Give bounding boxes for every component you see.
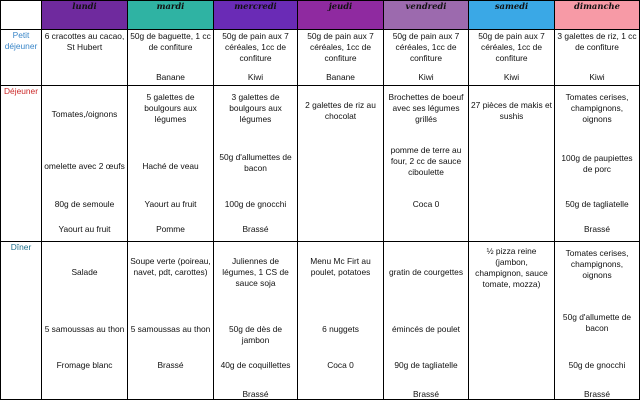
- meal-label-dejeuner: Déjeuner: [1, 86, 42, 242]
- meal-cell: [469, 86, 555, 242]
- meal-item: Menu Mc Firt au poulet, potatoes: [310, 256, 371, 277]
- meal-cell: [469, 30, 555, 86]
- meal-item: Yaourt au fruit: [144, 199, 197, 209]
- meal-cell-content: [42, 30, 127, 85]
- meal-cell-content: [555, 242, 639, 399]
- meal-cell-content: [298, 30, 383, 85]
- meal-cell: [384, 30, 469, 86]
- meal-item: Kiwi: [503, 72, 520, 82]
- meal-cell-content: [214, 242, 297, 399]
- meal-item: Kiwi: [418, 72, 434, 82]
- meal-label-petit-dejeuner: Petit déjeuner: [1, 30, 42, 86]
- meal-item: 50g de pain aux 7 céréales, 1cc de confiture: [222, 31, 289, 63]
- day-header-mardi: mardi: [128, 1, 214, 30]
- meal-cell-content: [469, 86, 554, 241]
- meal-item: Tomates,/oignons: [51, 109, 118, 119]
- meal-cell: [42, 242, 128, 400]
- meal-item: 50g d'allumettes de bacon: [219, 152, 292, 173]
- meal-cell: [128, 242, 214, 400]
- meal-item: 6 nuggets: [322, 324, 359, 334]
- day-header-lundi: lundi: [42, 1, 128, 30]
- day-header-dimanche: dimanche: [555, 1, 640, 30]
- meal-item: Banane: [326, 72, 355, 82]
- meal-item: Juliennes de légumes, 1 CS de sauce soja: [222, 256, 289, 288]
- meal-item: 27 pièces de makis et sushis: [471, 100, 553, 121]
- meal-cell-content: [128, 242, 213, 399]
- meal-item: Coca 0: [327, 360, 354, 370]
- meal-item: 50g de pain aux 7 céréales, 1cc de confiture: [307, 31, 374, 63]
- meal-item: Brassé: [583, 224, 611, 234]
- meal-item: pomme de terre au four, 2 cc de sauce ciboulette: [390, 145, 462, 177]
- meal-cell: [298, 242, 384, 400]
- meal-cell: [384, 86, 469, 242]
- meal-item: 2 galettes de riz au chocolat: [305, 100, 376, 121]
- meal-item: Haché de veau: [142, 161, 199, 171]
- meal-item: omelette avec 2 œufs: [44, 161, 125, 171]
- meal-item: Brassé: [157, 360, 184, 370]
- meal-cell: [469, 242, 555, 400]
- meal-cell-content: [128, 30, 213, 85]
- meal-cell: [384, 242, 469, 400]
- meal-cell-content: [384, 30, 468, 85]
- meal-cell: [128, 30, 214, 86]
- meal-item: 5 galettes de boulgours aux légumes: [144, 92, 197, 124]
- meal-item: Tomates cerises, champignons, oignons: [565, 248, 629, 280]
- meal-item: Salade: [71, 267, 98, 277]
- meal-item: 3 galettes de boulgours aux légumes: [229, 92, 282, 124]
- meal-item: Brassé: [242, 224, 269, 234]
- meal-cell: [42, 86, 128, 242]
- meal-cell-content: [555, 30, 639, 85]
- meal-item: Kiwi: [589, 72, 605, 82]
- meal-cell: [555, 30, 640, 86]
- meal-item: 3 galettes de riz, 1 cc de confiture: [557, 31, 637, 52]
- meal-item: Brochettes de boeuf avec ses légumes grillés: [388, 92, 464, 124]
- meal-item: 50g de gnocchi: [568, 360, 626, 370]
- meal-item: 50g de baguette, 1 cc de confiture: [130, 31, 211, 52]
- meal-item: 50g de pain aux 7 céréales, 1cc de confiture: [478, 31, 545, 63]
- meal-cell: [214, 242, 298, 400]
- meal-cell-content: [214, 86, 297, 241]
- meal-cell: [298, 30, 384, 86]
- meal-cell: [555, 242, 640, 400]
- meal-cell: [555, 86, 640, 242]
- meal-item: 6 cracottes au cacao, St Hubert: [44, 31, 125, 52]
- meal-cell-content: [555, 86, 639, 241]
- meal-row-diner: [1, 242, 640, 400]
- meal-cell: [214, 86, 298, 242]
- meal-item: Coca 0: [412, 199, 440, 209]
- day-header-mercredi: mercredi: [214, 1, 298, 30]
- day-header-jeudi: jeudi: [298, 1, 384, 30]
- meal-cell-content: [469, 30, 554, 85]
- meal-cell-content: [42, 242, 127, 399]
- meal-cell-content: [469, 242, 554, 399]
- meal-item: gratin de courgettes: [388, 267, 464, 277]
- meal-cell-content: [42, 86, 127, 241]
- meal-cell-content: [128, 86, 213, 241]
- meal-item: 50g de pain aux 7 céréales, 1cc de confiture: [392, 31, 460, 63]
- meal-label-diner: Dîner: [1, 242, 42, 400]
- meal-cell-content: [384, 86, 468, 241]
- meal-item: Yaourt au fruit: [58, 224, 111, 234]
- meal-item: 50g de tagliatelle: [565, 199, 629, 209]
- meal-item: Brassé: [242, 389, 269, 399]
- meal-row-dejeuner: [1, 86, 640, 242]
- header-corner: [1, 1, 42, 30]
- meal-item: Soupe verte (poireau, navet, pdt, carottes): [130, 256, 211, 277]
- meal-item: 90g de tagliatelle: [394, 360, 458, 370]
- meal-item: Pomme: [156, 224, 185, 234]
- meal-item: 50g d'allumette de bacon: [562, 312, 632, 333]
- meal-item: Brassé: [583, 389, 611, 399]
- meal-item: ½ pizza reine (jambon, champignon, sauce tomate, mozza): [475, 246, 548, 289]
- meal-item: 80g de semoule: [54, 199, 115, 209]
- meal-item: Fromage blanc: [56, 360, 113, 370]
- meal-item: Tomates cerises, champignons, oignons: [565, 92, 629, 124]
- meal-item: Banane: [156, 72, 185, 82]
- meal-cell: [42, 30, 128, 86]
- meal-cell: [214, 30, 298, 86]
- meal-item: Kiwi: [247, 72, 264, 82]
- meal-item: 5 samoussas au thon: [44, 324, 125, 334]
- meal-cell-content: [214, 30, 297, 85]
- day-header-vendredi: vendredi: [384, 1, 469, 30]
- meal-cell-content: [384, 242, 468, 399]
- meal-item: Brassé: [412, 389, 440, 399]
- meal-item: émincés de poulet: [392, 324, 460, 334]
- meal-cell-content: [298, 86, 383, 241]
- meal-row-petit-dejeuner: [1, 30, 640, 86]
- meal-cell: [298, 86, 384, 242]
- meal-item: 100g de gnocchi: [224, 199, 287, 209]
- meal-cell: [128, 86, 214, 242]
- day-header-samedi: samedi: [469, 1, 555, 30]
- meal-item: 40g de coquillettes: [220, 360, 291, 370]
- meal-item: 100g de paupiettes de porc: [561, 153, 633, 174]
- meal-cell-content: [298, 242, 383, 399]
- meal-item: 5 samoussas au thon: [130, 324, 211, 334]
- day-header-row: [1, 1, 640, 30]
- meal-item: 50g de dès de jambon: [228, 324, 283, 345]
